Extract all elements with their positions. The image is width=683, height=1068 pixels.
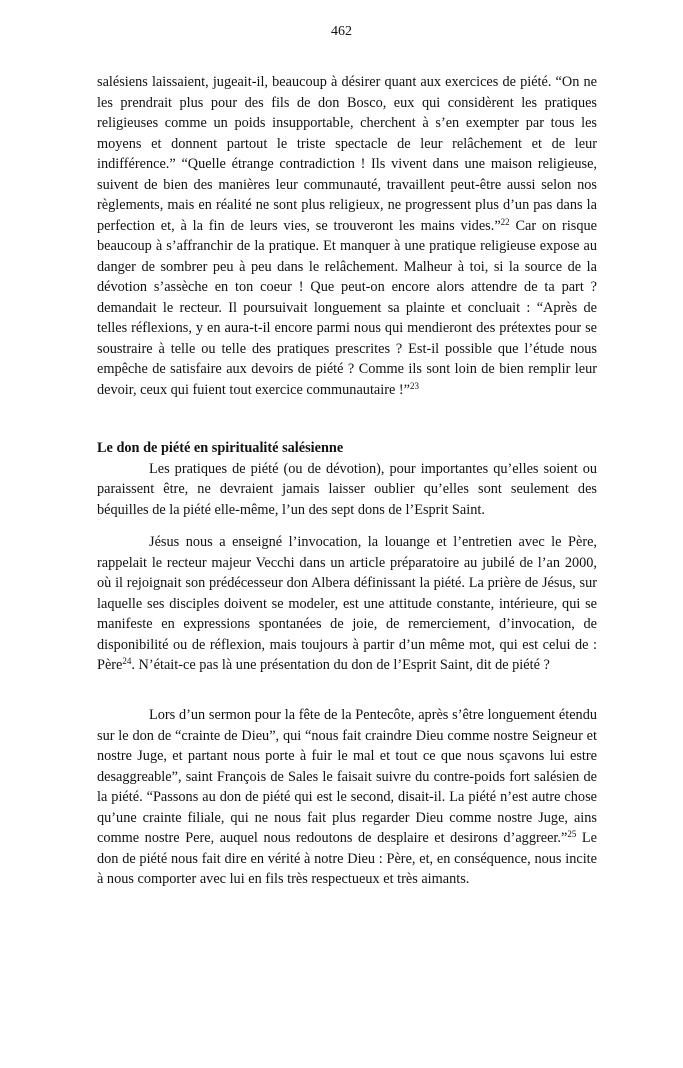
paragraph-4-part-2: Le don de piété nous fait dire en vérité à notre Dieu : Père, et, en conséquence, nous incite à nous comporter avec lui en fils très respectueux et très aimants.: [97, 830, 597, 887]
paragraph-4-part-1: Lors d’un sermon pour la fête de la Pentecôte, après s’être longuement étendu sur le don de “crainte de Dieu”, qui “nous fait craindre Dieu comme nostre Seigneur et nostre Juge, et partant nous porte à fuir le mal et tout ce que nous sçavons lui estre desaggreable”, saint François de Sales le faisait suivre du contre-poids fort salésien de la piété. “Passons au don de piété qui est le second, disait-il. La piété n’est autre chose qu’une crainte filiale, qui ne nous fait plus regarder Dieu comme nostre Juge, ains comme nostre Pere, auquel nous redoutons de desplaire et desirons d’aggreer.”: [97, 707, 597, 846]
footnote-ref-23: 23: [410, 380, 420, 391]
paragraph-3: [97, 532, 597, 676]
paragraph-1-text: [97, 72, 597, 400]
paragraph-3-part-2: . N’était-ce pas là une présentation du don de l’Esprit Saint, dit de piété ?: [131, 657, 550, 673]
paragraph-1-part-1: salésiens laissaient, jugeait-il, beaucoup à désirer quant aux exercices de piété. “On ne les prendrait plus pour des fils de don Bosco, eux qui considèrent les pratiques religieuses comme un poids insupportable, cherchent à s’en exempter par tous les moyens et donnent partout le triste spectacle de leur relâchement et de leur indifférence.” “Quelle étrange contradiction ! Ils vivent dans une maison religieuse, suivent de bien des manières leur communauté, travaillent peut-être aussi selon nos règlements, mais en réalité ne sont plus religieux, ne progressent plus d’un pas dans la perfection et, à la fin de leurs vies, se trouveront les mains vides.”: [97, 74, 597, 234]
footnote-ref-25: 25: [567, 829, 577, 839]
paragraph-2: Les pratiques de piété (ou de dévotion), pour importantes qu’elles soient ou paraissent être, ne devraient jamais laisser oublier qu’elles sont seulement des béquilles de la piété elle-même, l’un des sept dons de l’Esprit Saint.: [97, 460, 597, 518]
paragraph-4: [97, 705, 597, 890]
page-number: 462: [331, 24, 352, 39]
paragraph-3-text: [97, 532, 597, 676]
footnote-ref-22: 22: [500, 216, 510, 227]
section-heading: Le don de piété en spiritualité salésienne: [97, 440, 344, 456]
paragraph-4-text: [97, 705, 597, 890]
paragraph-1-part-2: Car on risque beaucoup à s’affranchir de la pratique. Et manquer à une pratique religieuse expose au danger de sombrer peu à peu dans le relâchement. Malheur à toi, si la source de la dévotion s’assèche en ton coeur ! Que peut-on encore alors attendre de ta part ? demandait le recteur. Il poursuivait longuement sa plainte et concluait : “Après de telles réflexions, y en aura-t-il encore parmi nous qui mendieront des prétextes pour se soustraire à telle ou telle des pratiques prescrites ? Est-il possible que l’étude nous empêche de satisfaire aux devoirs de piété ? Comme ils sont loin de bien remplir leur devoir, ceux qui fuient tout exercice communautaire !”: [97, 217, 597, 398]
footnote-ref-24: 24: [122, 656, 132, 666]
paragraph-3-part-1: Jésus nous a enseigné l’invocation, la louange et l’entretien avec le Père, rappelait le recteur majeur Vecchi dans un article préparatoire au jubilé de l’an 2000, où il rejoignait son prédécesseur don Albera définissant la piété. La prière de Jésus, sur laquelle ses disciples doivent se modeler, est une attitude constante, intérieure, qui se manifeste en expressions spontanées de joie, de remerciement, d’invocation, de disponibilité ou de réflexion, mais toujours à partir d’un même mot, qui est celui de : Père: [97, 534, 597, 673]
paragraph-1: [97, 72, 597, 400]
section: [97, 438, 597, 520]
